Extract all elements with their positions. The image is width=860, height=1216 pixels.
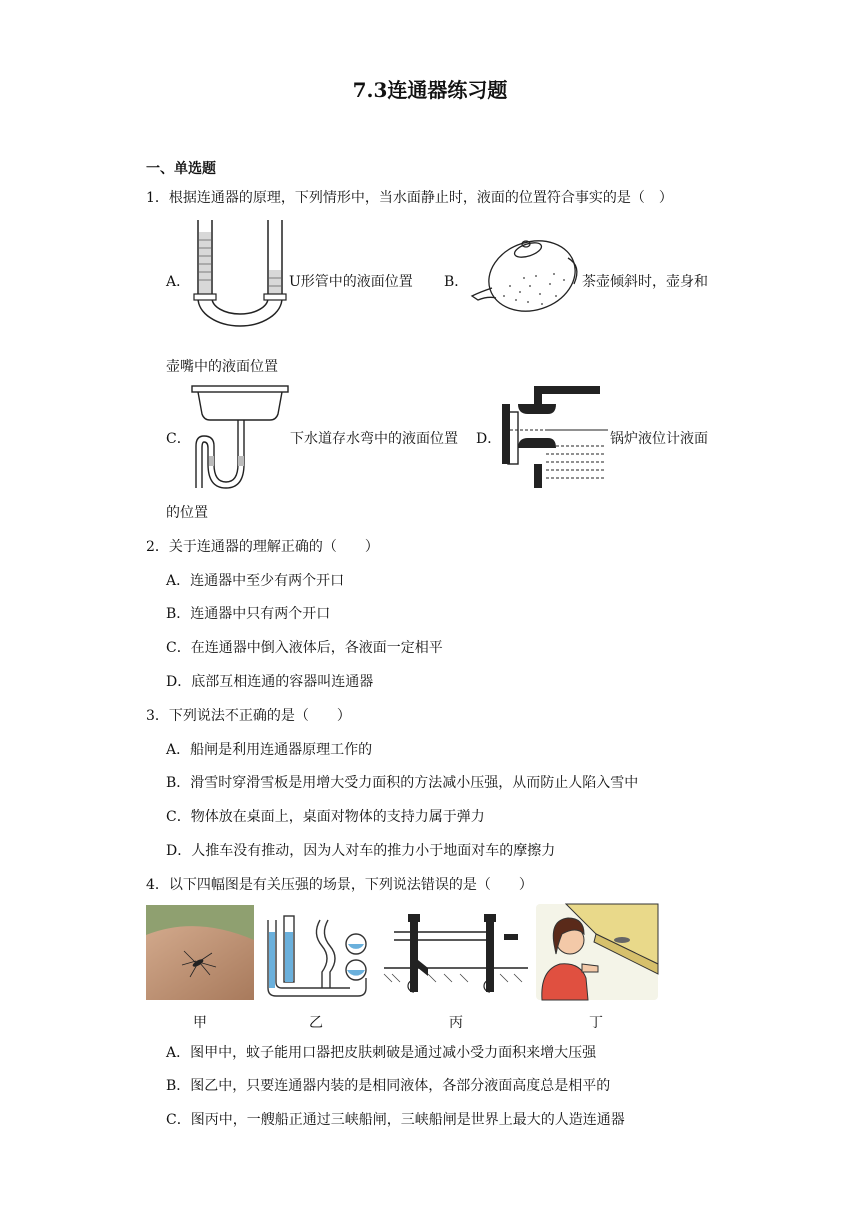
question-1-stem: 1．根据连通器的原理，下列情形中，当水面静止时，液面的位置符合事实的是（ ） [146, 190, 673, 206]
q4-option-c: C．图丙中，一艘船正通过三峡船闸，三峡船闸是世界上最大的人造连通器 [166, 1112, 625, 1128]
sink-trap-figure [190, 384, 290, 490]
q1-option-b-letter: B． [444, 274, 469, 290]
q3-option-c: C．物体放在桌面上，桌面对物体的支持力属于弹力 [166, 809, 485, 825]
connected-vessels-figure [262, 912, 372, 1000]
q2-option-c: C．在连通器中倒入液体后，各液面一定相平 [166, 640, 443, 656]
q1-option-d-continued: 的位置 [166, 505, 208, 521]
q4-option-b: B．图乙中，只要连通器内装的是相同液体，各部分液面高度总是相平的 [166, 1078, 611, 1094]
figure-caption-ding: 丁 [589, 1015, 603, 1031]
q2-option-d: D．底部互相连通的容器叫连通器 [166, 674, 374, 690]
q1-option-a-text: U形管中的液面位置 [289, 274, 413, 290]
figure-caption-jia: 甲 [193, 1015, 207, 1031]
girl-at-table-cartoon [536, 904, 658, 1000]
figure-caption-bing: 丙 [449, 1015, 463, 1031]
mosquito-photo [146, 905, 254, 1000]
section-heading: 一、单选题 [146, 161, 216, 177]
figure-caption-yi: 乙 [309, 1015, 323, 1031]
ship-lock-figure [384, 910, 528, 1000]
boiler-gauge-figure [500, 384, 608, 490]
q4-option-a: A．图甲中，蚊子能用口器把皮肤刺破是通过减小受力面积来增大压强 [166, 1045, 597, 1061]
question-4-stem: 4．以下四幅图是有关压强的场景，下列说法错误的是（ ） [146, 877, 533, 893]
q3-option-b: B．滑雪时穿滑雪板是用增大受力面积的方法减小压强，从而防止人陷入雪中 [166, 775, 639, 791]
question-3-stem: 3．下列说法不正确的是（ ） [146, 708, 351, 724]
teapot-figure [470, 236, 582, 326]
q1-option-a-letter: A． [166, 274, 191, 290]
q1-option-c-letter: C． [166, 431, 191, 447]
q2-option-a: A．连通器中至少有两个开口 [166, 573, 345, 589]
q1-option-c-text: 下水道存水弯中的液面位置 [290, 431, 458, 447]
q1-option-b-text: 茶壶倾斜时，壶身和 [582, 274, 708, 290]
q2-option-b: B．连通器中只有两个开口 [166, 606, 331, 622]
u-tube-figure [190, 218, 290, 328]
q3-option-d: D．人推车没有推动，因为人对车的推力小于地面对车的摩擦力 [166, 843, 556, 859]
q1-option-d-text: 锅炉液位计液面 [610, 431, 708, 447]
page-title: 7.3连通器练习题 [352, 78, 508, 102]
q1-option-b-continued: 壶嘴中的液面位置 [166, 359, 278, 375]
q1-option-d-letter: D． [476, 431, 502, 447]
question-2-stem: 2．关于连通器的理解正确的（ ） [146, 539, 379, 555]
q3-option-a: A．船闸是利用连通器原理工作的 [166, 742, 373, 758]
